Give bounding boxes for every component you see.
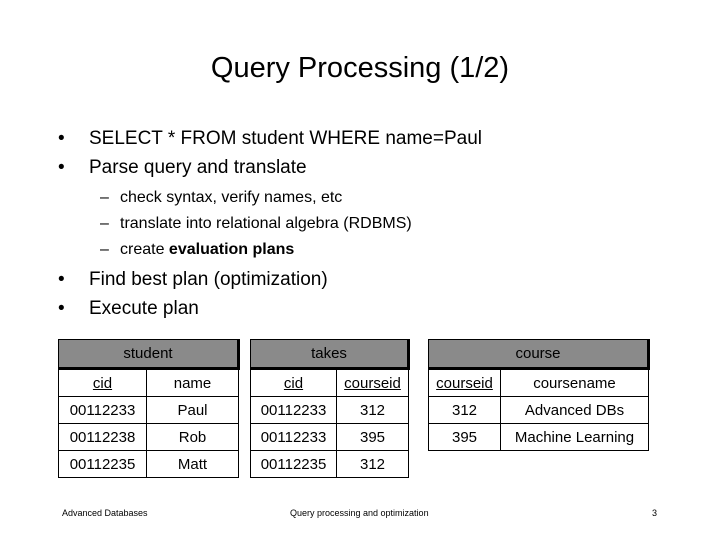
column-header: courseid bbox=[337, 369, 409, 397]
table-cell: 00112233 bbox=[251, 424, 337, 451]
bullet-item bbox=[58, 265, 678, 294]
footer-topic: Query processing and optimization bbox=[290, 508, 429, 518]
bullet-marker: • bbox=[58, 128, 65, 149]
table-cell: 395 bbox=[337, 424, 409, 451]
sub-bullet-item bbox=[100, 211, 678, 237]
table-row bbox=[251, 451, 409, 478]
table-header-row bbox=[59, 369, 239, 397]
bullet-marker: • bbox=[58, 298, 65, 319]
bullet-item bbox=[58, 294, 678, 323]
student-table bbox=[58, 339, 240, 478]
sub-bullet-list bbox=[100, 185, 678, 263]
table-cell: 00112238 bbox=[59, 424, 147, 451]
table-cell: Matt bbox=[147, 451, 239, 478]
column-header: cid bbox=[251, 369, 337, 397]
takes-table bbox=[250, 339, 410, 478]
table-row bbox=[59, 451, 239, 478]
column-header: coursename bbox=[501, 369, 649, 397]
table-row bbox=[251, 397, 409, 424]
bullet-item bbox=[58, 153, 678, 182]
sub-bullet-item bbox=[100, 237, 678, 263]
table-row bbox=[429, 397, 649, 424]
table-cell: 312 bbox=[337, 397, 409, 424]
table-row bbox=[59, 424, 239, 451]
table-name: course bbox=[429, 340, 649, 369]
sub-bullet-text: check syntax, verify names, etc bbox=[120, 189, 343, 206]
table-cell: 00112235 bbox=[251, 451, 337, 478]
sub-bullet-item bbox=[100, 185, 678, 211]
table-row bbox=[429, 424, 649, 451]
table-header-row bbox=[251, 369, 409, 397]
slide-title: Query Processing (1/2) bbox=[210, 52, 510, 84]
sub-bullet-text: translate into relational algebra (RDBMS) bbox=[120, 215, 412, 232]
table-name: takes bbox=[251, 340, 409, 369]
table-cell: Advanced DBs bbox=[501, 397, 649, 424]
page-number: 3 bbox=[652, 508, 658, 518]
table-row bbox=[251, 424, 409, 451]
table-cell: Machine Learning bbox=[501, 424, 649, 451]
dash-marker: – bbox=[100, 241, 109, 258]
bullet-marker: • bbox=[58, 157, 65, 178]
table-cell: Rob bbox=[147, 424, 239, 451]
sub-bullet-bold-text: evaluation plans bbox=[168, 241, 295, 258]
table-cell: 312 bbox=[337, 451, 409, 478]
bullet-list bbox=[58, 124, 678, 323]
column-header: courseid bbox=[429, 369, 501, 397]
bullet-text: Execute plan bbox=[89, 298, 199, 319]
sub-bullet-text: create bbox=[120, 241, 169, 258]
table-cell: 00112233 bbox=[59, 397, 147, 424]
table-row bbox=[59, 397, 239, 424]
column-header: name bbox=[147, 369, 239, 397]
bullet-item bbox=[58, 124, 678, 153]
column-header: cid bbox=[59, 369, 147, 397]
table-cell: 00112235 bbox=[59, 451, 147, 478]
table-cell: 395 bbox=[429, 424, 501, 451]
bullet-text: Parse query and translate bbox=[89, 157, 307, 178]
table-header-row bbox=[429, 369, 649, 397]
course-table bbox=[428, 339, 650, 451]
dash-marker: – bbox=[100, 189, 109, 206]
table-cell: 00112233 bbox=[251, 397, 337, 424]
bullet-text: SELECT * FROM student WHERE name=Paul bbox=[89, 128, 482, 149]
table-cell: 312 bbox=[429, 397, 501, 424]
table-name: student bbox=[59, 340, 239, 369]
bullet-marker: • bbox=[58, 269, 65, 290]
bullet-text: Find best plan (optimization) bbox=[89, 269, 328, 290]
footer-course-name: Advanced Databases bbox=[62, 508, 148, 518]
dash-marker: – bbox=[100, 215, 109, 232]
table-cell: Paul bbox=[147, 397, 239, 424]
